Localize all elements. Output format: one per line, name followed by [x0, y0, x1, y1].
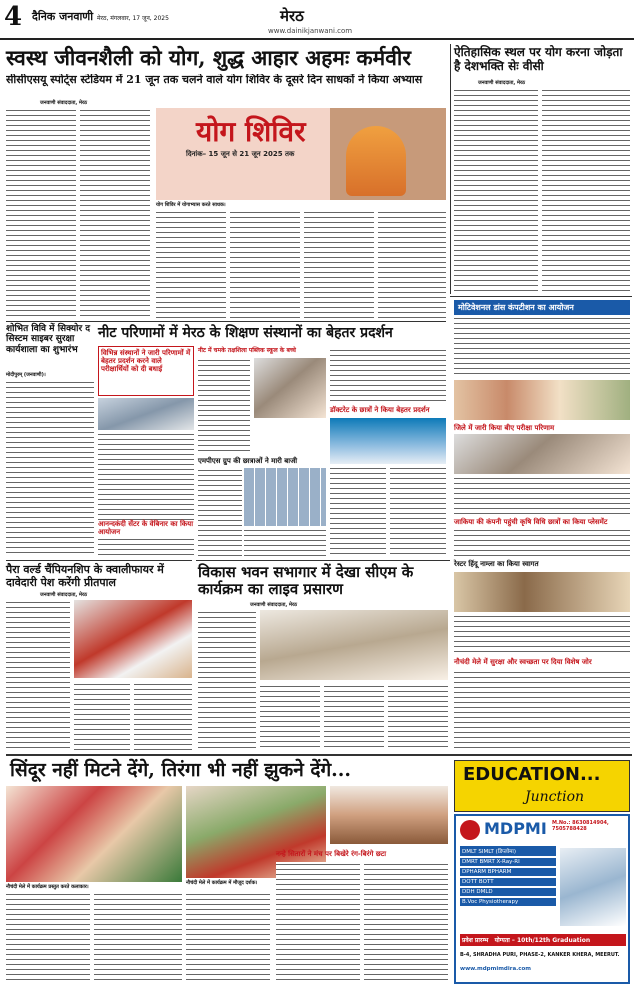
section-rule-right	[450, 296, 632, 297]
education-junction-ad	[454, 760, 630, 812]
section-rule-3	[196, 560, 450, 561]
para-body-col1	[6, 600, 70, 750]
athlete-photo	[74, 600, 192, 678]
paper-name: दैनिक जनवाणी मेरठ, मंगलवार, 17 जून, 2025	[32, 10, 169, 23]
lead-body-col6	[378, 210, 446, 318]
workshop-headline: शोभित विवि में सिक्योर द सिस्टम साइबर सुरक्षा कार्यशाला का शुभारंभ	[6, 324, 91, 355]
mdpmi-brand: MDPMI	[484, 819, 547, 838]
sindoor-caption-2: नौचंदी मेले में कार्यक्रम में मौजूद दर्शक।	[186, 880, 258, 886]
sindoor-body-col2	[94, 892, 182, 982]
motivation-sub: जिले में जारी किया बीए परीक्षा परिणाम	[454, 423, 555, 432]
neet-body-col6	[330, 466, 386, 556]
section-rule-4	[6, 754, 632, 756]
neet-body-col1	[98, 432, 194, 556]
yoga-banner-photo	[156, 108, 446, 200]
workshop-byline: मोदीपुरम् (जनवाणी)।	[6, 372, 46, 378]
neet-toppers-grid	[244, 468, 326, 526]
vikas-body-col1	[198, 610, 256, 750]
neet-body-col4	[244, 528, 326, 556]
city-name: मेरठ	[280, 7, 304, 25]
workshop-body	[6, 380, 94, 556]
sindoor-body-col3	[186, 892, 270, 982]
vikas-meeting-photo	[260, 610, 448, 680]
anganwadi-headline: आनन्दकंदी सेंटर के वेबिनार का किया आयोजन	[98, 519, 194, 537]
ad-education-subtitle: Junction	[525, 789, 585, 805]
heritage-byline: जनवाणी संवाददाता, मेरठ	[478, 80, 525, 86]
heritage-body-col2	[542, 88, 630, 292]
sindoor-body-col1	[6, 892, 90, 982]
motivation-sub2: जाकिया की कंपनी पहुंची कृषि विधि छात्रों का किया प्लेसमेंट	[454, 517, 608, 526]
section-rule-2	[6, 560, 192, 561]
vikas-byline: जनवाणी संवाददाता, मेरठ	[250, 602, 297, 608]
neet-box-title: विभिन्न संस्थानों ने जारी परिणामों में बेहतर प्रदर्शन करने वाले परीक्षार्थियों को दी बधाई	[101, 348, 191, 374]
neet-doctorate-group-photo	[330, 418, 446, 464]
vikas-headline: विकास भवन सभागार में देखा सीएम के कार्यक्रम का लाइव प्रसारण	[198, 563, 414, 599]
lead-headline: स्वस्थ जीवनशैली को योग, शुद्ध आहार अहमः कर्मवीर	[6, 45, 411, 70]
neet-toppers-photo-1	[98, 398, 194, 430]
result-body	[454, 476, 630, 516]
mdpmi-admission: प्रवेश प्रारम्भ योग्यता – 10th/12th Graduation	[460, 934, 626, 946]
mdpmi-logo	[460, 820, 480, 840]
para-body-col2	[74, 682, 130, 750]
mdpmi-course: DMRT BMRT X-Ray-RI	[460, 858, 556, 866]
ad-education-title: EDUCATION...	[463, 764, 601, 785]
lead-body-col2	[80, 108, 150, 318]
sindoor-body-col4	[276, 862, 360, 982]
neet-body-col5	[330, 348, 446, 404]
mdpmi-staff-photo	[560, 848, 626, 926]
sindoor-body-col5	[364, 862, 448, 982]
motivation-dance-photo	[454, 380, 630, 420]
vikas-body-col2	[260, 684, 320, 750]
yoga-banner-date: दिनांक– 15 जून से 21 जून 2025 तक	[186, 150, 295, 158]
neet-box	[98, 346, 194, 396]
sindoor-headline: सिंदूर नहीं मिटने देंगे, तिरंगा भी नहीं झुकने देंगे...	[10, 759, 352, 781]
welcome-photo	[454, 572, 630, 612]
mdpmi-course: DMLT SIMLT (डिप्लोमा)	[460, 846, 556, 856]
mdpmi-course: B.Voc Physiotherapy	[460, 898, 556, 906]
mdpmi-course: DPHARM BPHARM	[460, 868, 556, 876]
neet-sub1: नीट में चमके तक्षशिला पब्लिक स्कूल के बच्चे	[198, 347, 296, 354]
sindoor-performance-photo-1	[6, 786, 182, 882]
mdpmi-course: DOTT BOTT	[460, 878, 556, 886]
heritage-body-col1	[454, 88, 538, 292]
neet-school-students-photo	[254, 358, 326, 418]
lead-byline: जनवाणी संवाददाता, मेरठ	[40, 100, 87, 106]
mdpmi-course-list	[460, 846, 556, 908]
neet-body-col2	[198, 358, 250, 454]
placement-body	[454, 528, 630, 556]
column-divider-right	[450, 44, 451, 294]
motivation-body	[454, 316, 630, 378]
vikas-body-col4	[388, 684, 448, 750]
lead-body-col5	[304, 210, 374, 318]
sindoor-stage-photo	[330, 786, 448, 844]
neet-body-col7	[390, 466, 446, 556]
lead-body-col4	[230, 210, 300, 318]
motivation-sub4: नौचंदी मेले में सुरक्षा और स्वच्छता पर दिया विशेष जोर	[454, 657, 592, 666]
lead-body-col3	[156, 210, 226, 318]
yoga-banner-title: योग शिविर	[196, 115, 306, 148]
motivation-badge: मोटिवेशनल डांस कंपटीशन का आयोजन	[454, 300, 630, 315]
mdpmi-ad	[454, 814, 630, 984]
sindoor-caption-1: नौचंदी मेले में कार्यक्रम प्रस्तुत करते कलाकार।	[6, 884, 89, 890]
welcome-body	[454, 614, 630, 654]
heritage-headline: ऐतिहासिक स्थल पर योग करना जोड़ता है देशभक्ति सेः वीसी	[454, 45, 623, 73]
lead-body-col1	[6, 108, 76, 318]
page-number: 4	[4, 2, 23, 32]
lead-caption: योग शिविर में योगाभ्यास करते साधक।	[156, 202, 226, 208]
yoga-instructor-figure	[346, 126, 406, 196]
mdpmi-phone: M.No.: 8630814904, 7505788428	[552, 820, 609, 832]
mdpmi-course: DDH DMLD	[460, 888, 556, 896]
para-byline: जनवाणी संवाददाता, मेरठ	[40, 592, 87, 598]
site-url: www.dainikjanwani.com	[268, 27, 353, 35]
neet-sub2: एमपीएस ग्रुप की छात्राओं ने मारी बाजी	[198, 456, 298, 465]
motivation-sub3: रेस्टर हिंदू नाम्ला का किया स्वागत	[454, 559, 539, 568]
para-body-col3	[134, 682, 192, 750]
section-rule-1	[6, 321, 446, 322]
result-photo	[454, 434, 630, 474]
neet-body-col3	[198, 468, 242, 556]
mela-body	[454, 670, 630, 750]
mdpmi-address: B-4, SHRADHA PURI, PHASE-2, KANKER KHERA, MEERUT.	[460, 952, 620, 958]
mdpmi-site: www.mdpmimdira.com	[460, 966, 532, 972]
neet-sub3: डॉक्टरेट के छात्रों ने किया बेहतर प्रदर्शन	[330, 405, 430, 414]
para-headline: पैरा वर्ल्ड चैंपियनशिप के क्वालीफायर में दावेदारी पेश करेंगी प्रीतपाल	[6, 563, 164, 589]
neet-headline: नीट परिणामों में मेरठ के शिक्षण संस्थानों का बेहतर प्रदर्शन	[98, 325, 393, 341]
lead-subhead: सीसीएसयू स्पोर्ट्स स्टेडियम में 21 जून तक चलने वाले योग शिविर के दूसरे दिन साधकों ने किया अभ्यास	[6, 74, 423, 86]
vikas-body-col3	[324, 684, 384, 750]
sindoor-sub: नन्हे सितारों ने मंच पर बिखेरे रंग-बिरंगे छटा	[276, 849, 387, 858]
